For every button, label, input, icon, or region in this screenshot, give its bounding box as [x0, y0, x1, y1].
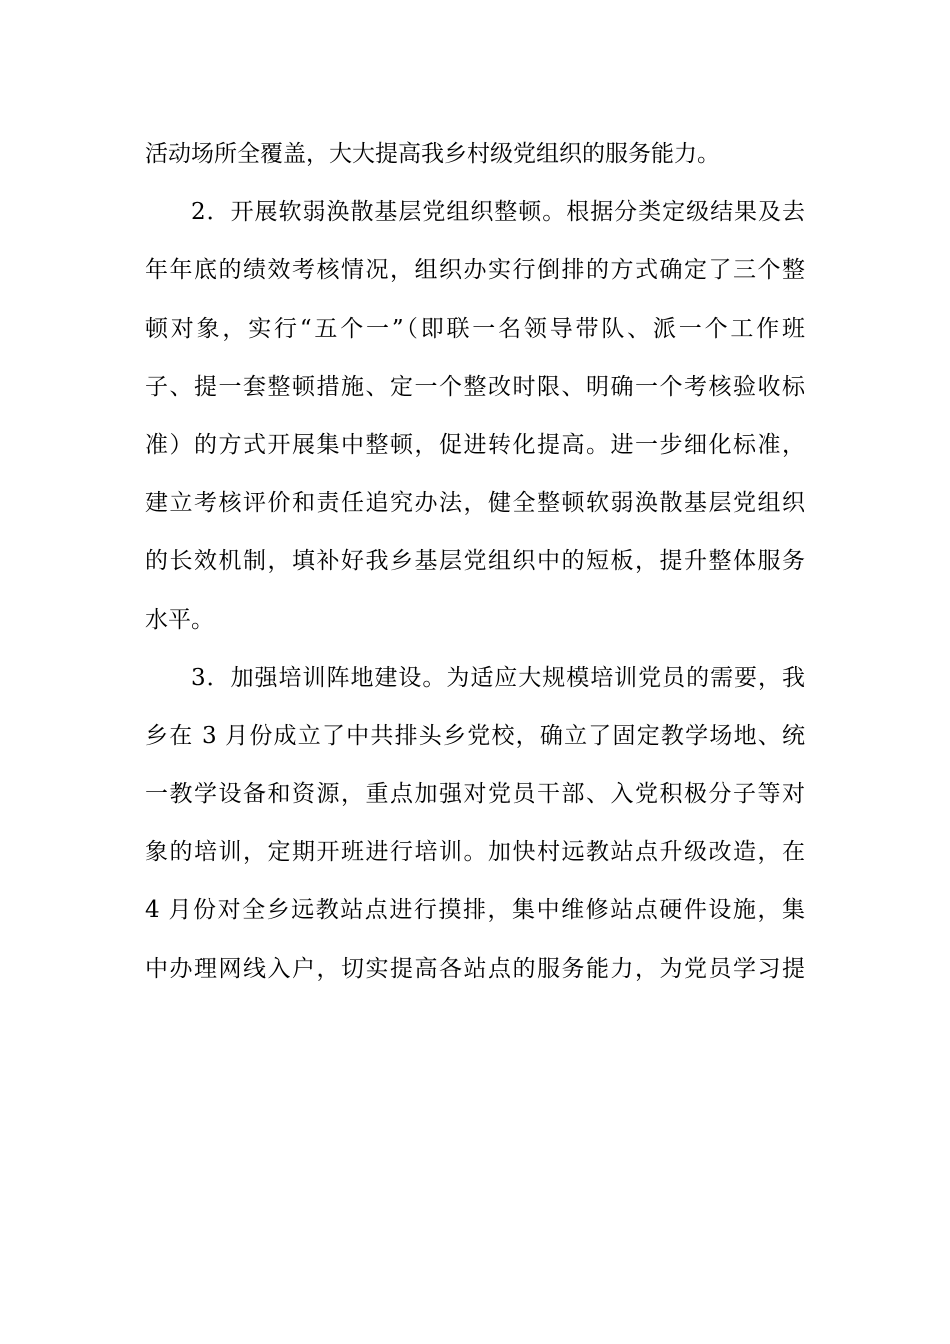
text-line: 的长效机制，填补好我乡基层党组织中的短板，提升整体服务	[145, 548, 805, 575]
text-line: 子、提一套整顿措施、定一个整改时限、明确一个考核验收标	[145, 373, 805, 400]
text-line: 中办理网线入户，切实提高各站点的服务能力，为党员学习提	[145, 955, 805, 982]
text-line: 4 月份对全乡远教站点进行摸排，集中维修站点硬件设施，集	[145, 897, 805, 924]
text-line: 一教学设备和资源，重点加强对党员干部、入党积极分子等对	[145, 781, 805, 808]
paragraph-first-line: 2．开展软弱涣散基层党组织整顿。根据分类定级结果及去	[191, 199, 805, 226]
text-line: 准）的方式开展集中整顿，促进转化提高。进一步细化标准，	[145, 431, 805, 458]
text-line: 活动场所全覆盖，大大提高我乡村级党组织的服务能力。	[145, 141, 720, 167]
text-line: 顿对象，实行“五个一”（即联一名领导带队、派一个工作班	[145, 315, 805, 342]
body-text	[145, 131, 805, 1004]
paragraph-first-line: 3．加强培训阵地建设。为适应大规模培训党员的需要，我	[191, 664, 805, 691]
text-line: 年年底的绩效考核情况，组织办实行倒排的方式确定了三个整	[145, 257, 805, 284]
text-line: 建立考核评价和责任追究办法，健全整顿软弱涣散基层党组织	[145, 490, 805, 517]
text-line: 水平。	[145, 606, 214, 633]
text-line: 乡在 3 月份成立了中共排头乡党校，确立了固定教学场地、统	[145, 722, 805, 749]
text-line: 象的培训，定期开班进行培训。加快村远教站点升级改造，在	[145, 839, 805, 866]
